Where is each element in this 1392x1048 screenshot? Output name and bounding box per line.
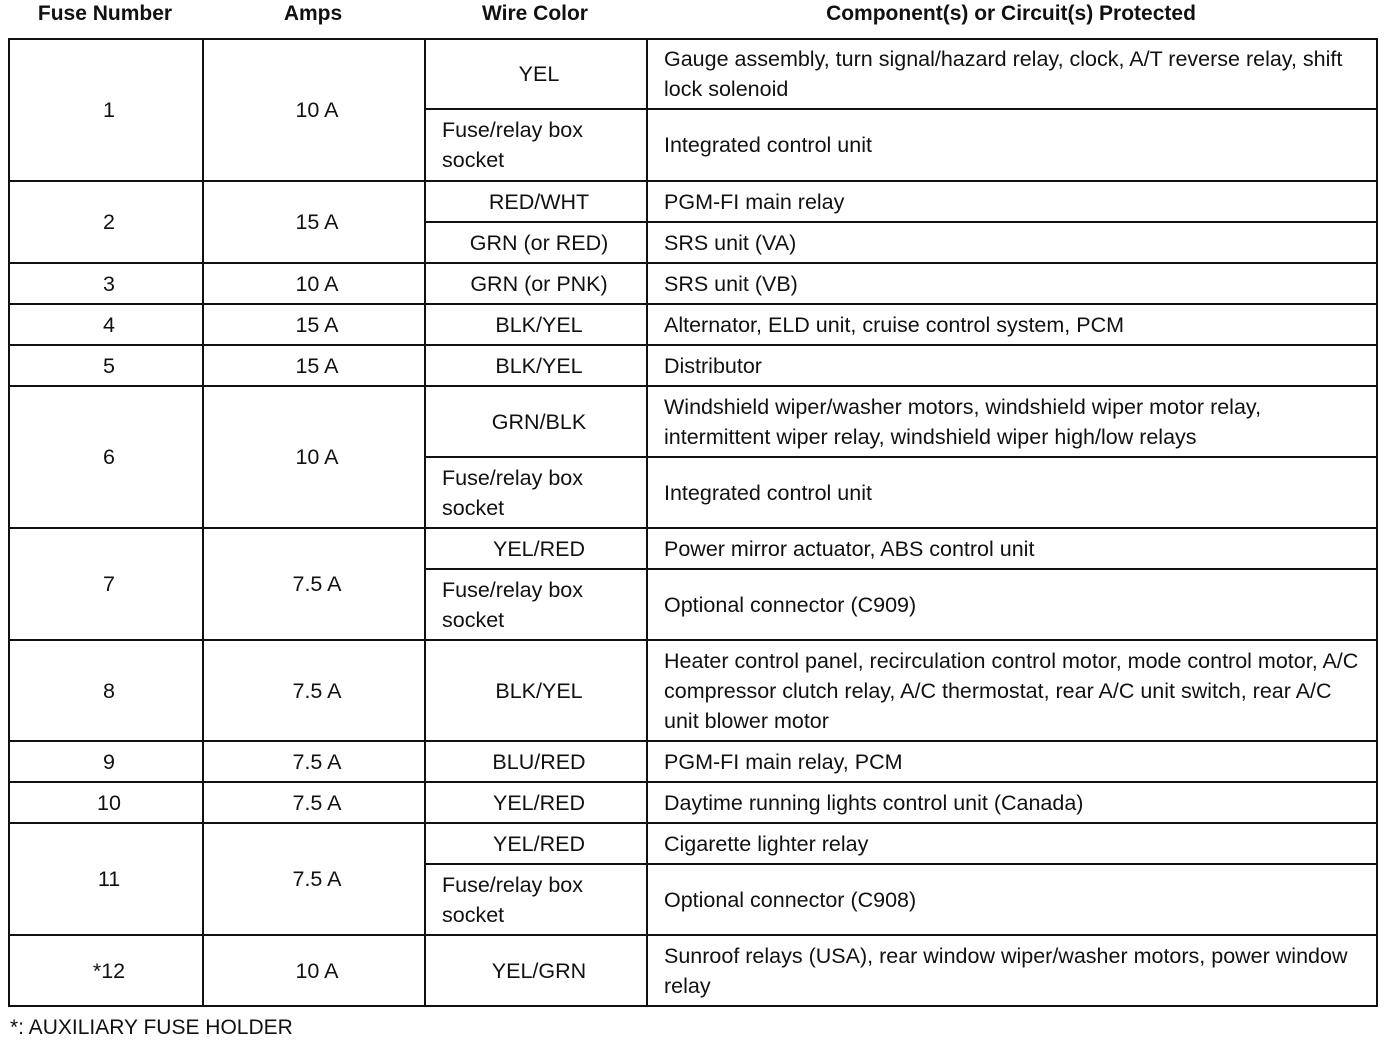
amps-cell: 7.5 A <box>203 823 425 935</box>
component-cell: Windshield wiper/washer motors, windshield wiper motor relay, intermittent wiper relay, windshield wiper high/low relays <box>647 386 1377 457</box>
wire-color-cell: Fuse/relay box socket <box>425 569 647 640</box>
component-cell: SRS unit (VB) <box>647 263 1377 304</box>
component-cell: Integrated control unit <box>647 457 1377 528</box>
fuse-number-cell: 6 <box>9 386 203 528</box>
amps-cell: 7.5 A <box>203 782 425 823</box>
wire-color-cell: Fuse/relay box socket <box>425 864 647 935</box>
fuse-number-cell: 7 <box>9 528 203 640</box>
fuse-number-cell: 1 <box>9 39 203 181</box>
table-row <box>9 782 1377 823</box>
wire-color-cell: BLK/YEL <box>425 304 647 345</box>
fuse-number-cell: *12 <box>9 935 203 1006</box>
table-row <box>9 263 1377 304</box>
table-row <box>9 304 1377 345</box>
wire-color-cell: YEL/RED <box>425 823 647 864</box>
fuse-number-cell: 4 <box>9 304 203 345</box>
wire-color-cell: BLK/YEL <box>425 640 647 741</box>
table-header <box>8 0 1376 38</box>
footnote: *: AUXILIARY FUSE HOLDER <box>10 1016 293 1039</box>
component-cell: Gauge assembly, turn signal/hazard relay, clock, A/T reverse relay, shift lock solenoid <box>647 39 1377 109</box>
component-cell: PGM-FI main relay <box>647 181 1377 222</box>
component-cell: Sunroof relays (USA), rear window wiper/washer motors, power window relay <box>647 935 1377 1006</box>
component-cell: Optional connector (C909) <box>647 569 1377 640</box>
fuse-number-cell: 8 <box>9 640 203 741</box>
amps-cell: 15 A <box>203 345 425 386</box>
amps-cell: 7.5 A <box>203 640 425 741</box>
header-wire-color: Wire Color <box>482 2 588 25</box>
amps-cell: 15 A <box>203 181 425 263</box>
component-cell: Alternator, ELD unit, cruise control system, PCM <box>647 304 1377 345</box>
component-cell: SRS unit (VA) <box>647 222 1377 263</box>
table-row <box>9 181 1377 222</box>
table-row <box>9 528 1377 569</box>
amps-cell: 10 A <box>203 386 425 528</box>
header-fuse-number: Fuse Number <box>37 2 173 25</box>
wire-color-cell: RED/WHT <box>425 181 647 222</box>
component-cell: Integrated control unit <box>647 109 1377 181</box>
amps-cell: 7.5 A <box>203 528 425 640</box>
wire-color-cell: BLK/YEL <box>425 345 647 386</box>
wire-color-cell: YEL <box>425 39 647 109</box>
wire-color-cell: YEL/RED <box>425 528 647 569</box>
component-cell: Cigarette lighter relay <box>647 823 1377 864</box>
table-row <box>9 935 1377 1006</box>
table-row <box>9 741 1377 782</box>
component-cell: PGM-FI main relay, PCM <box>647 741 1377 782</box>
fuse-number-cell: 10 <box>9 782 203 823</box>
wire-color-cell: GRN (or RED) <box>425 222 647 263</box>
fuse-number-cell: 2 <box>9 181 203 263</box>
wire-color-cell: Fuse/relay box socket <box>425 109 647 181</box>
wire-color-cell: BLU/RED <box>425 741 647 782</box>
wire-color-cell: GRN/BLK <box>425 386 647 457</box>
table-row <box>9 345 1377 386</box>
wire-color-cell: YEL/GRN <box>425 935 647 1006</box>
amps-cell: 10 A <box>203 935 425 1006</box>
wire-color-cell: GRN (or PNK) <box>425 263 647 304</box>
fuse-number-cell: 3 <box>9 263 203 304</box>
amps-cell: 15 A <box>203 304 425 345</box>
component-cell: Heater control panel, recirculation control motor, mode control motor, A/C compressor clutch relay, A/C thermostat, rear A/C unit switch, rear A/C unit blower motor <box>647 640 1377 741</box>
table-row <box>9 386 1377 457</box>
wire-color-cell: Fuse/relay box socket <box>425 457 647 528</box>
fuse-number-cell: 9 <box>9 741 203 782</box>
fuse-table <box>8 38 1378 1007</box>
table-row <box>9 640 1377 741</box>
fuse-number-cell: 11 <box>9 823 203 935</box>
amps-cell: 10 A <box>203 39 425 181</box>
header-amps: Amps <box>283 2 343 25</box>
amps-cell: 7.5 A <box>203 741 425 782</box>
component-cell: Power mirror actuator, ABS control unit <box>647 528 1377 569</box>
component-cell: Distributor <box>647 345 1377 386</box>
header-components: Component(s) or Circuit(s) Protected <box>826 2 1196 25</box>
amps-cell: 10 A <box>203 263 425 304</box>
component-cell: Daytime running lights control unit (Canada) <box>647 782 1377 823</box>
component-cell: Optional connector (C908) <box>647 864 1377 935</box>
fuse-number-cell: 5 <box>9 345 203 386</box>
table-row <box>9 39 1377 109</box>
table-row <box>9 823 1377 864</box>
wire-color-cell: YEL/RED <box>425 782 647 823</box>
